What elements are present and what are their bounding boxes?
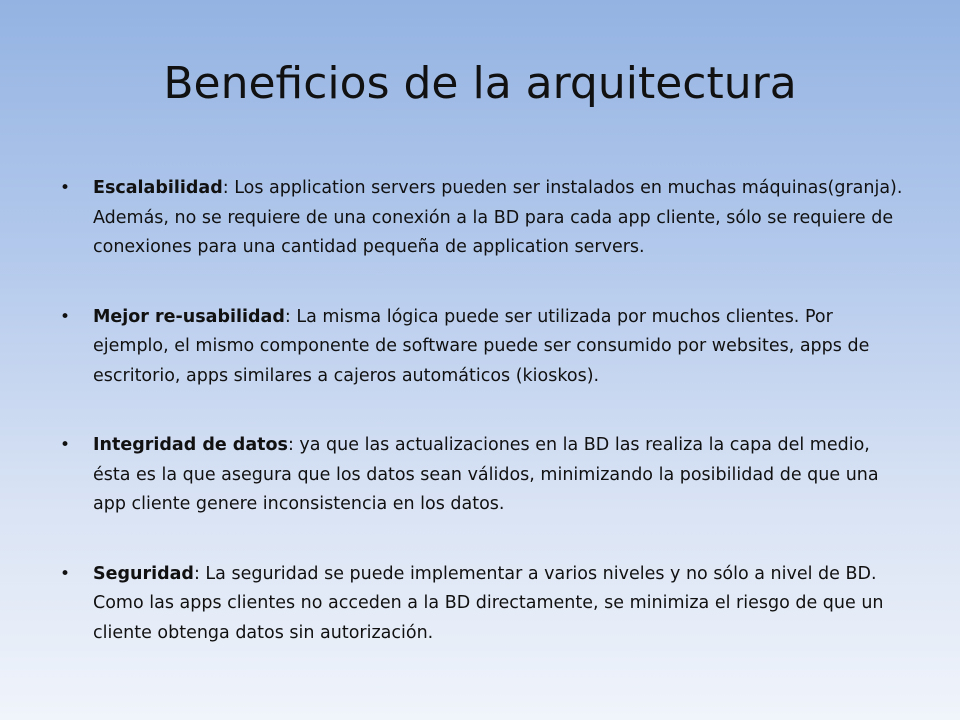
bullet-term: Mejor re-usabilidad bbox=[93, 306, 285, 327]
bullet-text: : ya que las actualizaciones en la BD las realiza la capa del medio, ésta es la que asegura que los datos sean válidos, minimizando la posibilidad de que una app cliente genere inconsistencia en los datos. bbox=[93, 435, 879, 514]
bullet-text: : La misma lógica puede ser utilizada por muchos clientes. Por ejemplo, el mismo componente de software puede ser consumido por websites, apps de escritorio, apps similares a cajeros automáticos (kioskos). bbox=[93, 306, 870, 386]
bullet-text: : Los application servers pueden ser instalados en muchas máquinas(granja). Además, no se requiere de una conexión a la BD para cada app cliente, sólo se requiere de conexiones para una cantidad pequeña de application servers. bbox=[93, 178, 903, 257]
bullet-item-seguridad bbox=[60, 560, 910, 649]
bullet-item-escalabilidad bbox=[60, 174, 910, 263]
bullet-term: Integridad de datos bbox=[93, 435, 288, 455]
bullet-term: Escalabilidad bbox=[93, 178, 223, 198]
bullet-item-integridad bbox=[60, 431, 910, 520]
bullet-term: Seguridad bbox=[93, 563, 194, 584]
bullet-list bbox=[60, 174, 910, 648]
bullet-icon: • bbox=[60, 178, 71, 198]
bullet-icon: • bbox=[60, 306, 71, 327]
bullet-icon: • bbox=[60, 435, 71, 455]
bullet-text: : La seguridad se puede implementar a varios niveles y no sólo a nivel de BD. Como las apps clientes no acceden a la BD directamente, se minimiza el riesgo de que un cliente obtenga datos sin autorización. bbox=[93, 563, 884, 643]
bullet-item-reusabilidad bbox=[60, 303, 910, 392]
slide-title: Beneficios de la arquitectura bbox=[163, 58, 797, 109]
bullet-icon: • bbox=[60, 563, 71, 584]
